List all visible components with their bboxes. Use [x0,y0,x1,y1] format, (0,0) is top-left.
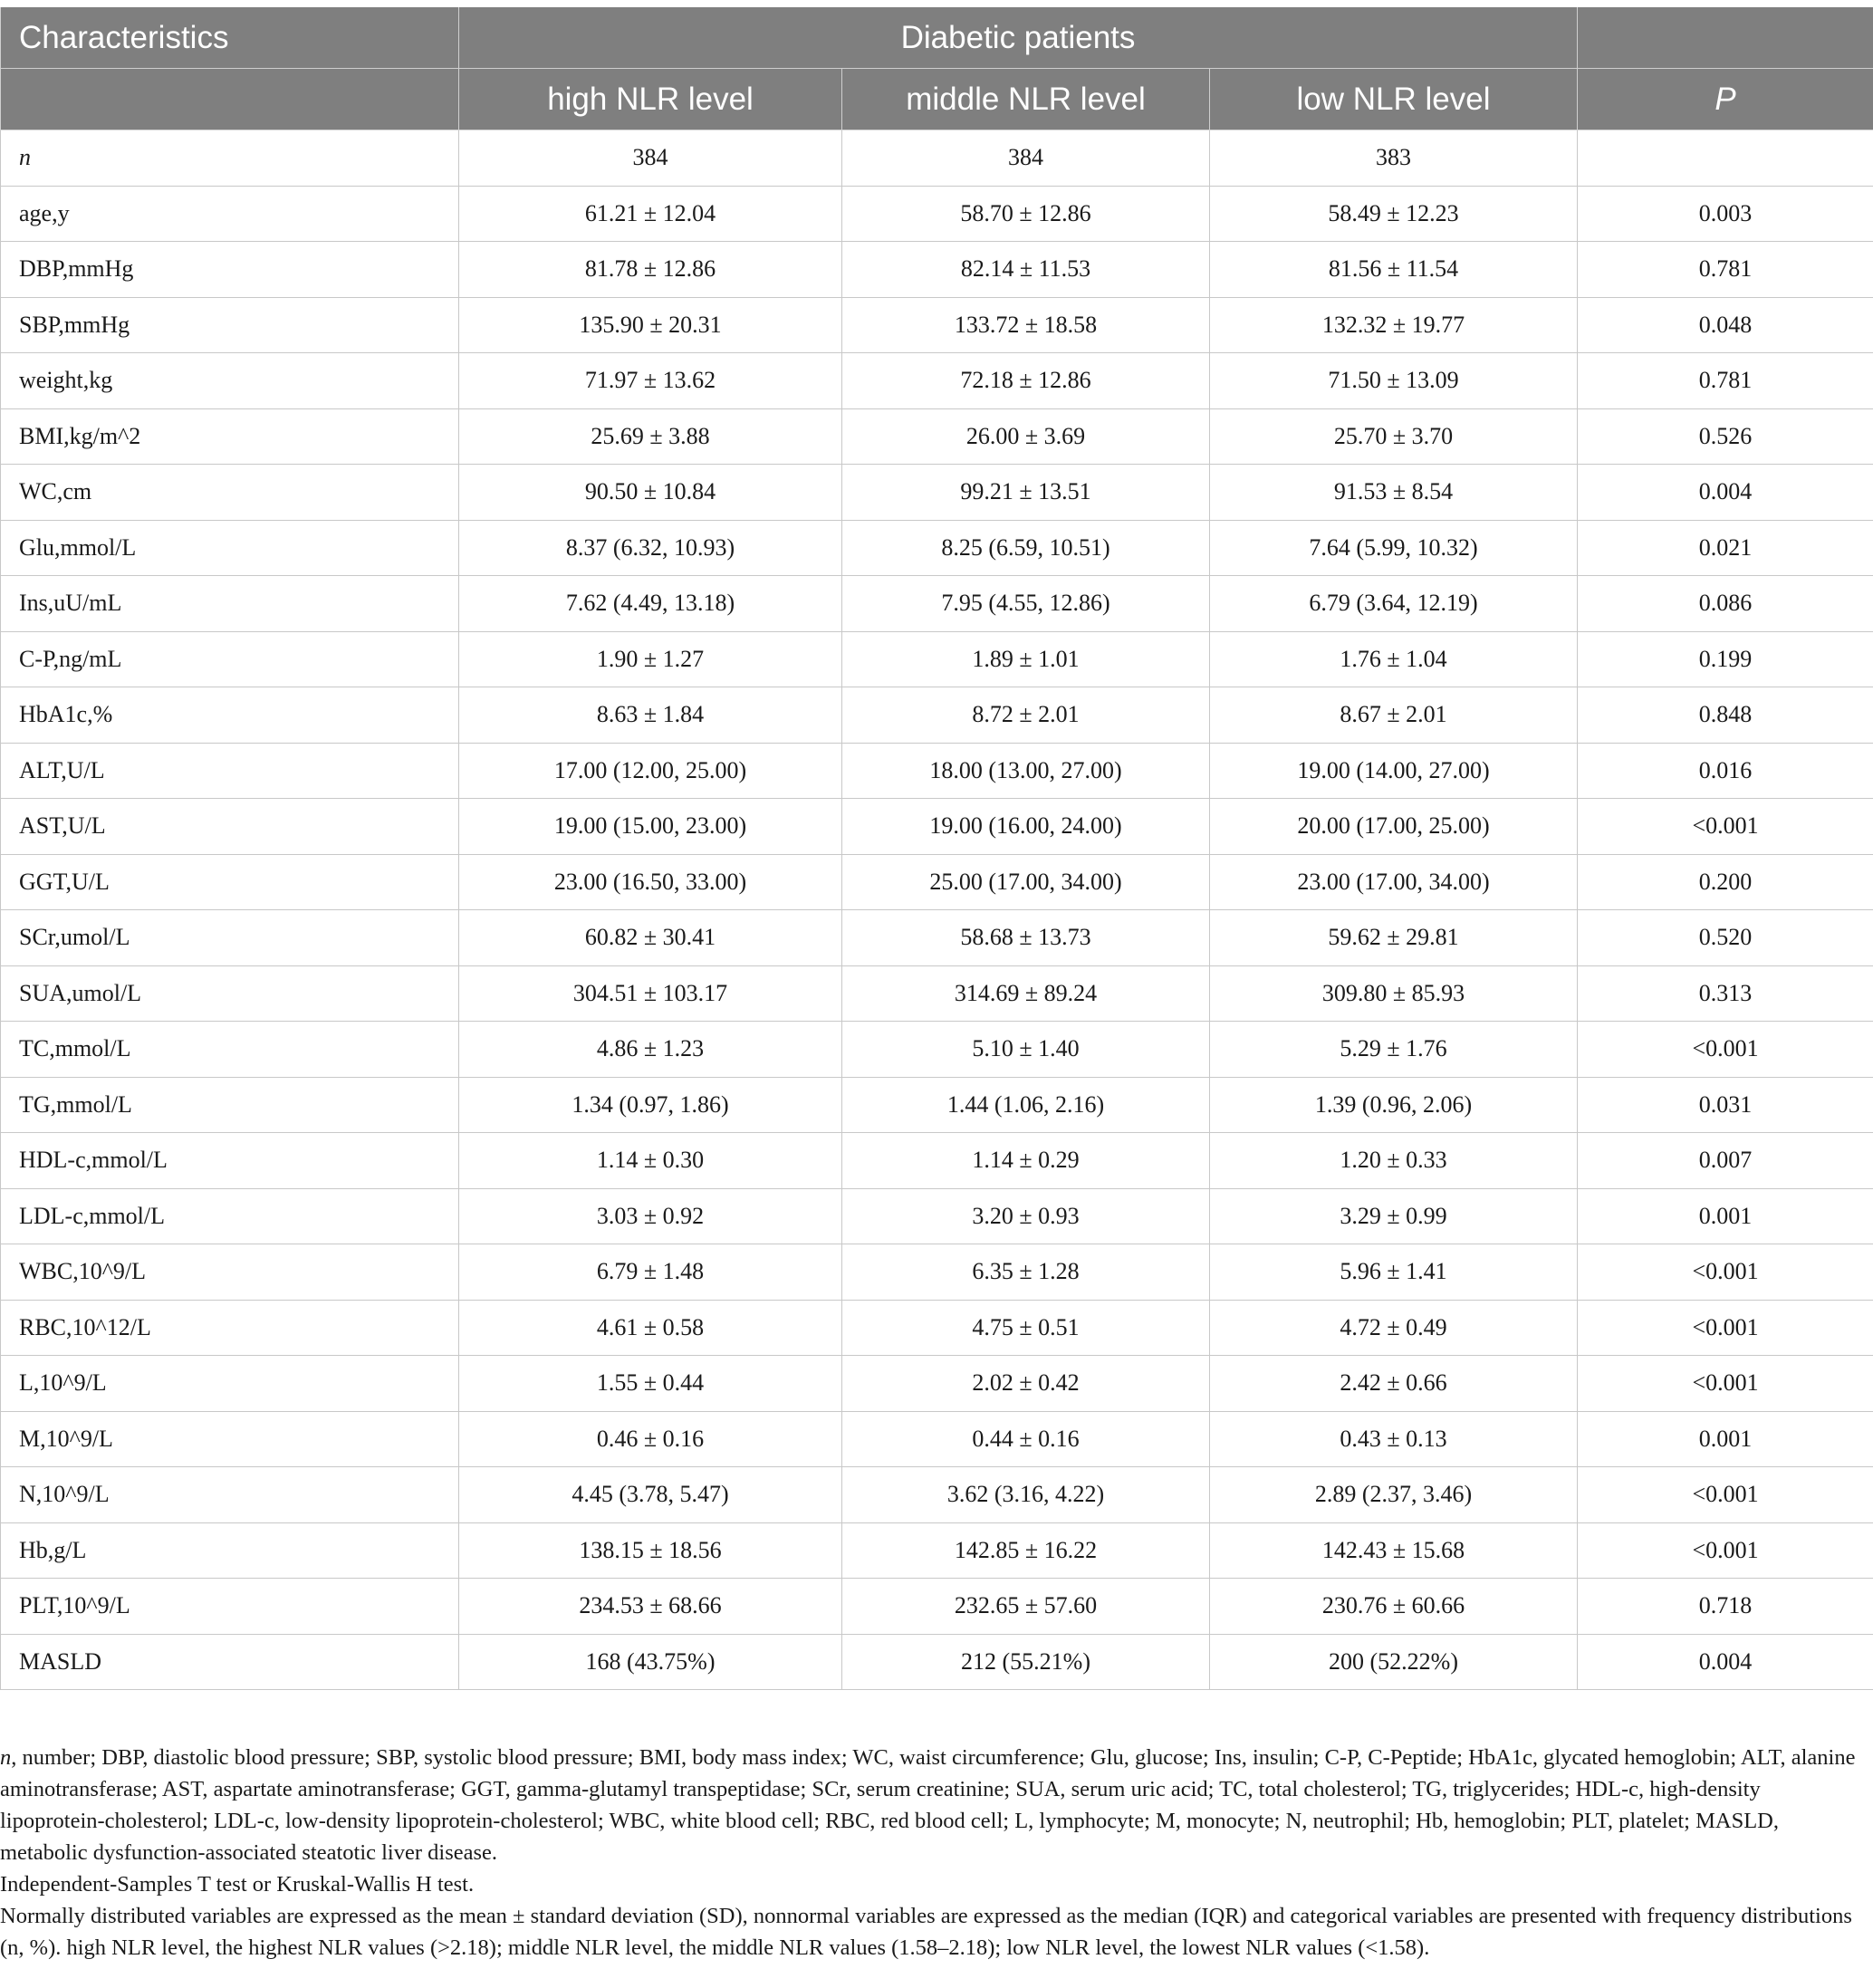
row-label: WBC,10^9/L [1,1244,459,1301]
row-label: n [1,130,459,187]
footnote-distribution: Normally distributed variables are expressed as the mean ± standard deviation (SD), nonnormal variables are expressed as the median (IQR) and categorical variables are presented with frequency distributions (n, %). high NLR level, the highest NLR values (>2.18); middle NLR level, the middle NLR values (1.58–2.18); low NLR level, the lowest NLR values (<1.58). [0,1904,1852,1960]
data-table-container [0,7,1873,1690]
middle-nlr-value: 232.65 ± 57.60 [842,1579,1210,1635]
middle-nlr-value: 133.72 ± 18.58 [842,297,1210,353]
high-nlr-value: 0.46 ± 0.16 [459,1411,842,1467]
table-body [1,130,1873,1690]
high-nlr-value: 1.90 ± 1.27 [459,631,842,687]
low-nlr-value: 1.20 ± 0.33 [1210,1133,1578,1189]
table-row [1,743,1873,799]
high-nlr-value: 71.97 ± 13.62 [459,353,842,409]
row-label: N,10^9/L [1,1467,459,1523]
low-nlr-value: 59.62 ± 29.81 [1210,910,1578,966]
table-row [1,1411,1873,1467]
p-value: 0.848 [1578,687,1873,744]
row-label: age,y [1,186,459,242]
table-row [1,1077,1873,1133]
high-nlr-value: 60.82 ± 30.41 [459,910,842,966]
low-nlr-value: 20.00 (17.00, 25.00) [1210,799,1578,855]
p-value: 0.004 [1578,1634,1873,1690]
p-value: <0.001 [1578,1467,1873,1523]
row-label: weight,kg [1,353,459,409]
table-row [1,1188,1873,1244]
high-nlr-value: 19.00 (15.00, 23.00) [459,799,842,855]
high-nlr-value: 1.34 (0.97, 1.86) [459,1077,842,1133]
row-label: PLT,10^9/L [1,1579,459,1635]
header-empty [1578,7,1873,69]
low-nlr-value: 91.53 ± 8.54 [1210,465,1578,521]
p-value: 0.007 [1578,1133,1873,1189]
low-nlr-value: 25.70 ± 3.70 [1210,408,1578,465]
middle-nlr-value: 8.72 ± 2.01 [842,687,1210,744]
header-low-nlr: low NLR level [1210,69,1578,130]
row-label: L,10^9/L [1,1356,459,1412]
row-label: TG,mmol/L [1,1077,459,1133]
row-label: Glu,mmol/L [1,520,459,576]
low-nlr-value: 58.49 ± 12.23 [1210,186,1578,242]
table-row [1,799,1873,855]
row-label: DBP,mmHg [1,242,459,298]
row-label: AST,U/L [1,799,459,855]
header-blank [1,69,459,130]
table-row [1,687,1873,744]
low-nlr-value: 0.43 ± 0.13 [1210,1411,1578,1467]
table-row [1,576,1873,632]
low-nlr-value: 7.64 (5.99, 10.32) [1210,520,1578,576]
header-characteristics: Characteristics [1,7,459,69]
table-row [1,1467,1873,1523]
high-nlr-value: 168 (43.75%) [459,1634,842,1690]
table-row [1,130,1873,187]
header-row-1 [1,7,1873,69]
low-nlr-value: 230.76 ± 60.66 [1210,1579,1578,1635]
p-value: <0.001 [1578,799,1873,855]
header-group-diabetic-patients: Diabetic patients [459,7,1578,69]
table-row [1,854,1873,910]
footnote-n-symbol: n [0,1745,12,1770]
header-p-value: P [1578,69,1873,130]
low-nlr-value: 5.96 ± 1.41 [1210,1244,1578,1301]
low-nlr-value: 2.89 (2.37, 3.46) [1210,1467,1578,1523]
p-value: 0.021 [1578,520,1873,576]
high-nlr-value: 90.50 ± 10.84 [459,465,842,521]
middle-nlr-value: 58.68 ± 13.73 [842,910,1210,966]
row-label: SUA,umol/L [1,965,459,1022]
footnote-abbreviations-text: , number; DBP, diastolic blood pressure; SBP, systolic blood pressure; BMI, body mass index; WC, waist circumference; Glu, glucose; Ins, insulin; C-P, C-Peptide; HbA1c, glycated hemoglobin; ALT, alanine aminotransferase; AST, aspartate aminotransferase; GGT, gamma-glutamyl transpeptidase; SCr, serum creatinine; SUA, serum uric acid; TC, total cholesterol; TG, triglycerides; HDL-c, high-density lipoprotein-cholesterol; LDL-c, low-density lipoprotein-cholesterol; WBC, white blood cell; RBC, red blood cell; L, lymphocyte; M, monocyte; N, neutrophil; Hb, hemoglobin; PLT, platelet; MASLD, metabolic dysfunction-associated steatotic liver disease. [0,1745,1856,1865]
p-value: 0.199 [1578,631,1873,687]
table-row [1,1634,1873,1690]
table-row [1,353,1873,409]
row-label: C-P,ng/mL [1,631,459,687]
middle-nlr-value: 3.62 (3.16, 4.22) [842,1467,1210,1523]
p-value: 0.001 [1578,1188,1873,1244]
row-label: TC,mmol/L [1,1022,459,1078]
middle-nlr-value: 1.89 ± 1.01 [842,631,1210,687]
middle-nlr-value: 0.44 ± 0.16 [842,1411,1210,1467]
high-nlr-value: 3.03 ± 0.92 [459,1188,842,1244]
low-nlr-value: 6.79 (3.64, 12.19) [1210,576,1578,632]
low-nlr-value: 8.67 ± 2.01 [1210,687,1578,744]
high-nlr-value: 1.14 ± 0.30 [459,1133,842,1189]
row-label: Hb,g/L [1,1522,459,1579]
table-row [1,1579,1873,1635]
middle-nlr-value: 99.21 ± 13.51 [842,465,1210,521]
high-nlr-value: 23.00 (16.50, 33.00) [459,854,842,910]
row-label: BMI,kg/m^2 [1,408,459,465]
table-row [1,965,1873,1022]
table-row [1,910,1873,966]
high-nlr-value: 135.90 ± 20.31 [459,297,842,353]
p-value: 0.001 [1578,1411,1873,1467]
low-nlr-value: 383 [1210,130,1578,187]
table-footnotes [0,1742,1866,1964]
p-value: <0.001 [1578,1300,1873,1356]
middle-nlr-value: 4.75 ± 0.51 [842,1300,1210,1356]
high-nlr-value: 17.00 (12.00, 25.00) [459,743,842,799]
footnote-tests: Independent-Samples T test or Kruskal-Wallis H test. [0,1872,475,1897]
middle-nlr-value: 142.85 ± 16.22 [842,1522,1210,1579]
table-row [1,1244,1873,1301]
low-nlr-value: 1.76 ± 1.04 [1210,631,1578,687]
middle-nlr-value: 5.10 ± 1.40 [842,1022,1210,1078]
p-value: 0.016 [1578,743,1873,799]
high-nlr-value: 4.86 ± 1.23 [459,1022,842,1078]
high-nlr-value: 304.51 ± 103.17 [459,965,842,1022]
p-value [1578,130,1873,187]
p-value: 0.004 [1578,465,1873,521]
high-nlr-value: 4.61 ± 0.58 [459,1300,842,1356]
header-high-nlr: high NLR level [459,69,842,130]
high-nlr-value: 25.69 ± 3.88 [459,408,842,465]
low-nlr-value: 132.32 ± 19.77 [1210,297,1578,353]
middle-nlr-value: 3.20 ± 0.93 [842,1188,1210,1244]
footnote-abbreviations [0,1742,1866,1868]
high-nlr-value: 4.45 (3.78, 5.47) [459,1467,842,1523]
table-row [1,520,1873,576]
p-value: <0.001 [1578,1522,1873,1579]
low-nlr-value: 81.56 ± 11.54 [1210,242,1578,298]
header-middle-nlr: middle NLR level [842,69,1210,130]
high-nlr-value: 138.15 ± 18.56 [459,1522,842,1579]
table-row [1,242,1873,298]
header-row-2 [1,69,1873,130]
table-row [1,1300,1873,1356]
middle-nlr-value: 26.00 ± 3.69 [842,408,1210,465]
row-label: ALT,U/L [1,743,459,799]
table-row [1,1133,1873,1189]
middle-nlr-value: 19.00 (16.00, 24.00) [842,799,1210,855]
low-nlr-value: 4.72 ± 0.49 [1210,1300,1578,1356]
table-row [1,1356,1873,1412]
characteristics-table [0,7,1873,1690]
table-header [1,7,1873,130]
low-nlr-value: 19.00 (14.00, 27.00) [1210,743,1578,799]
low-nlr-value: 71.50 ± 13.09 [1210,353,1578,409]
low-nlr-value: 23.00 (17.00, 34.00) [1210,854,1578,910]
table-row [1,1522,1873,1579]
high-nlr-value: 234.53 ± 68.66 [459,1579,842,1635]
row-label: GGT,U/L [1,854,459,910]
table-row [1,408,1873,465]
p-value: <0.001 [1578,1356,1873,1412]
middle-nlr-value: 58.70 ± 12.86 [842,186,1210,242]
p-value: 0.031 [1578,1077,1873,1133]
row-label: WC,cm [1,465,459,521]
row-label: M,10^9/L [1,1411,459,1467]
row-label: LDL-c,mmol/L [1,1188,459,1244]
p-value: 0.200 [1578,854,1873,910]
middle-nlr-value: 8.25 (6.59, 10.51) [842,520,1210,576]
high-nlr-value: 8.37 (6.32, 10.93) [459,520,842,576]
middle-nlr-value: 72.18 ± 12.86 [842,353,1210,409]
middle-nlr-value: 212 (55.21%) [842,1634,1210,1690]
row-label: SCr,umol/L [1,910,459,966]
p-value: <0.001 [1578,1022,1873,1078]
table-row [1,297,1873,353]
middle-nlr-value: 1.14 ± 0.29 [842,1133,1210,1189]
middle-nlr-value: 314.69 ± 89.24 [842,965,1210,1022]
p-value: 0.718 [1578,1579,1873,1635]
high-nlr-value: 8.63 ± 1.84 [459,687,842,744]
table-row [1,631,1873,687]
high-nlr-value: 7.62 (4.49, 13.18) [459,576,842,632]
high-nlr-value: 81.78 ± 12.86 [459,242,842,298]
middle-nlr-value: 2.02 ± 0.42 [842,1356,1210,1412]
middle-nlr-value: 6.35 ± 1.28 [842,1244,1210,1301]
row-label: MASLD [1,1634,459,1690]
middle-nlr-value: 1.44 (1.06, 2.16) [842,1077,1210,1133]
p-value: 0.048 [1578,297,1873,353]
p-value: 0.086 [1578,576,1873,632]
middle-nlr-value: 25.00 (17.00, 34.00) [842,854,1210,910]
middle-nlr-value: 82.14 ± 11.53 [842,242,1210,298]
row-label: RBC,10^12/L [1,1300,459,1356]
p-value: 0.781 [1578,242,1873,298]
row-label: HbA1c,% [1,687,459,744]
low-nlr-value: 142.43 ± 15.68 [1210,1522,1578,1579]
low-nlr-value: 2.42 ± 0.66 [1210,1356,1578,1412]
p-value: 0.313 [1578,965,1873,1022]
row-label: SBP,mmHg [1,297,459,353]
p-value: 0.781 [1578,353,1873,409]
table-row [1,186,1873,242]
table-row [1,465,1873,521]
middle-nlr-value: 384 [842,130,1210,187]
low-nlr-value: 1.39 (0.96, 2.06) [1210,1077,1578,1133]
low-nlr-value: 5.29 ± 1.76 [1210,1022,1578,1078]
p-value: 0.520 [1578,910,1873,966]
p-value: <0.001 [1578,1244,1873,1301]
p-value: 0.526 [1578,408,1873,465]
middle-nlr-value: 18.00 (13.00, 27.00) [842,743,1210,799]
low-nlr-value: 200 (52.22%) [1210,1634,1578,1690]
high-nlr-value: 384 [459,130,842,187]
high-nlr-value: 1.55 ± 0.44 [459,1356,842,1412]
row-label: HDL-c,mmol/L [1,1133,459,1189]
low-nlr-value: 309.80 ± 85.93 [1210,965,1578,1022]
high-nlr-value: 6.79 ± 1.48 [459,1244,842,1301]
table-row [1,1022,1873,1078]
row-label: Ins,uU/mL [1,576,459,632]
low-nlr-value: 3.29 ± 0.99 [1210,1188,1578,1244]
high-nlr-value: 61.21 ± 12.04 [459,186,842,242]
p-value: 0.003 [1578,186,1873,242]
middle-nlr-value: 7.95 (4.55, 12.86) [842,576,1210,632]
